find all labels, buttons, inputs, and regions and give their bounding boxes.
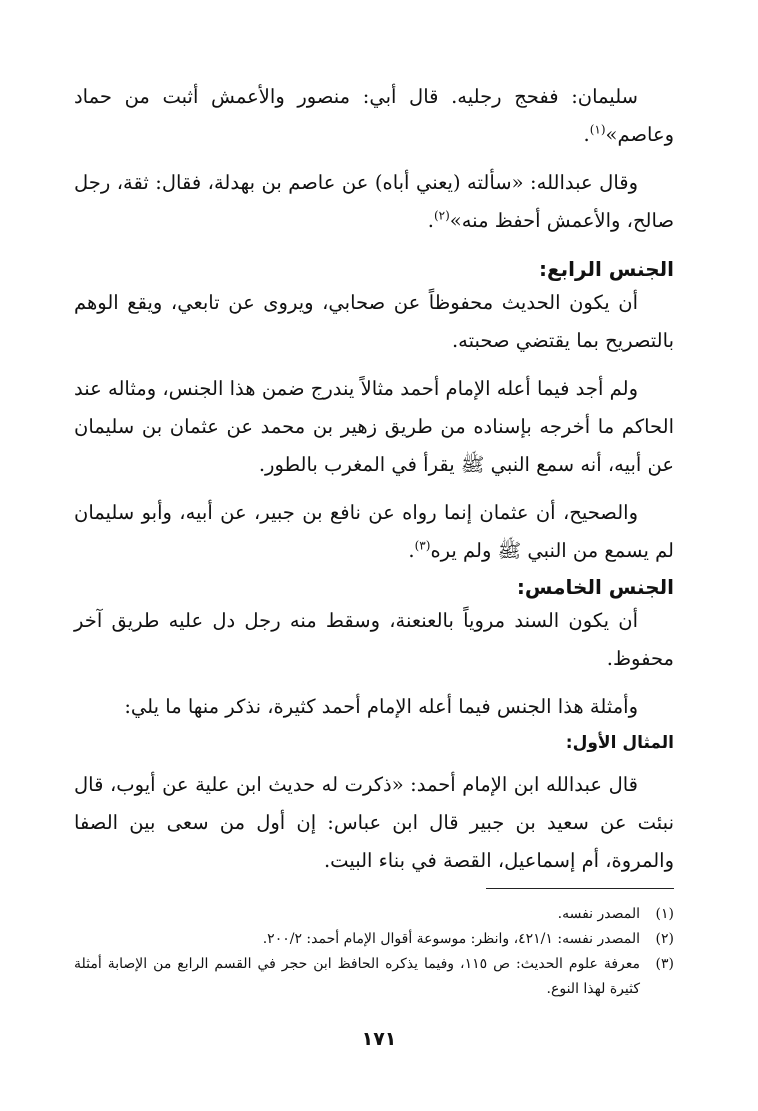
paragraph-5-end: . (408, 539, 415, 562)
footnote-divider (486, 888, 674, 889)
footnote-1 (74, 902, 674, 927)
heading-genus-5: الجنس الخامس: (516, 575, 674, 599)
footnote-ref-3[interactable]: (٣) (414, 538, 431, 553)
paragraph-1-end: . (583, 123, 590, 146)
footnote-3-number: (٣) (655, 956, 674, 972)
footnote-1-text: المصدر نفسه. (557, 906, 640, 922)
footnote-3-text: معرفة علوم الحديث: ص ١١٥، وفيما يذكره الحافظ ابن حجر في القسم الرابع من الإصابة أمثلة كثيرة لهذا النوع. (74, 956, 640, 997)
footnote-ref-1[interactable]: (١) (589, 122, 606, 137)
footnote-3 (74, 952, 674, 1002)
footnote-2-text: المصدر نفسه: ٤٢١/١، وانظر: موسوعة أقوال الإمام أحمد: ٢٠٠/٢. (262, 931, 640, 947)
heading-genus-4: الجنس الرابع: (538, 257, 674, 281)
footnotes (74, 902, 674, 1002)
text-block-top (74, 78, 674, 250)
paragraph-6: أن يكون السند مروياً بالعنعنة، وسقط منه رجل دل عليه طريق آخر محفوظ. (74, 609, 674, 670)
paragraph-8: قال عبدالله ابن الإمام أحمد: «ذكرت له حديث ابن علية عن أيوب، قال نبئت عن سعيد بن جبير قال ابن عباس: إن أول من سعى بين الصفا والمروة، أم إسماعيل، القصة في بناء البيت. (74, 773, 674, 872)
paragraph-1-text: سليمان: ففحج رجليه. قال أبي: منصور والأعمش أثبت من حماد وعاصم» (74, 85, 674, 146)
heading-example-1: المثال الأول: (565, 733, 674, 753)
paragraph-2-end: . (427, 209, 434, 232)
paragraph-5-text: والصحيح، أن عثمان إنما رواه عن نافع بن جبير، عن أبيه، وأبو سليمان لم يسمع من النبي ﷺ ولم يره (74, 501, 674, 562)
footnote-ref-2[interactable]: (٢) (433, 208, 450, 223)
paragraph-4: ولم أجد فيما أعله الإمام أحمد مثالاً يندرج ضمن هذا الجنس، ومثاله عند الحاكم ما أخرجه بإسناده من طريق زهير بن محمد عن عثمان بن سليمان عن أبيه، أنه سمع النبي ﷺ يقرأ في المغرب بالطور. (74, 377, 674, 476)
section-4 (74, 254, 674, 580)
paragraph-2 (74, 164, 674, 240)
section-5 (74, 572, 674, 890)
paragraph-3: أن يكون الحديث محفوظاً عن صحابي، ويروى عن تابعي، ويقع الوهم بالتصريح بما يقتضي صحبته. (74, 291, 674, 352)
footnote-1-number: (١) (655, 906, 674, 922)
page-number: ١٧١ (361, 1028, 397, 1050)
paragraph-7: وأمثلة هذا الجنس فيما أعله الإمام أحمد كثيرة، نذكر منها ما يلي: (124, 695, 638, 718)
footnote-2-number: (٢) (655, 931, 674, 947)
footnote-2 (74, 927, 674, 952)
paragraph-5 (74, 494, 674, 570)
paragraph-2-text: وقال عبدالله: «سألته (يعني أباه) عن عاصم بن بهدلة، فقال: ثقة، رجل صالح، والأعمش أحفظ منه» (74, 171, 674, 232)
paragraph-1 (74, 78, 674, 154)
